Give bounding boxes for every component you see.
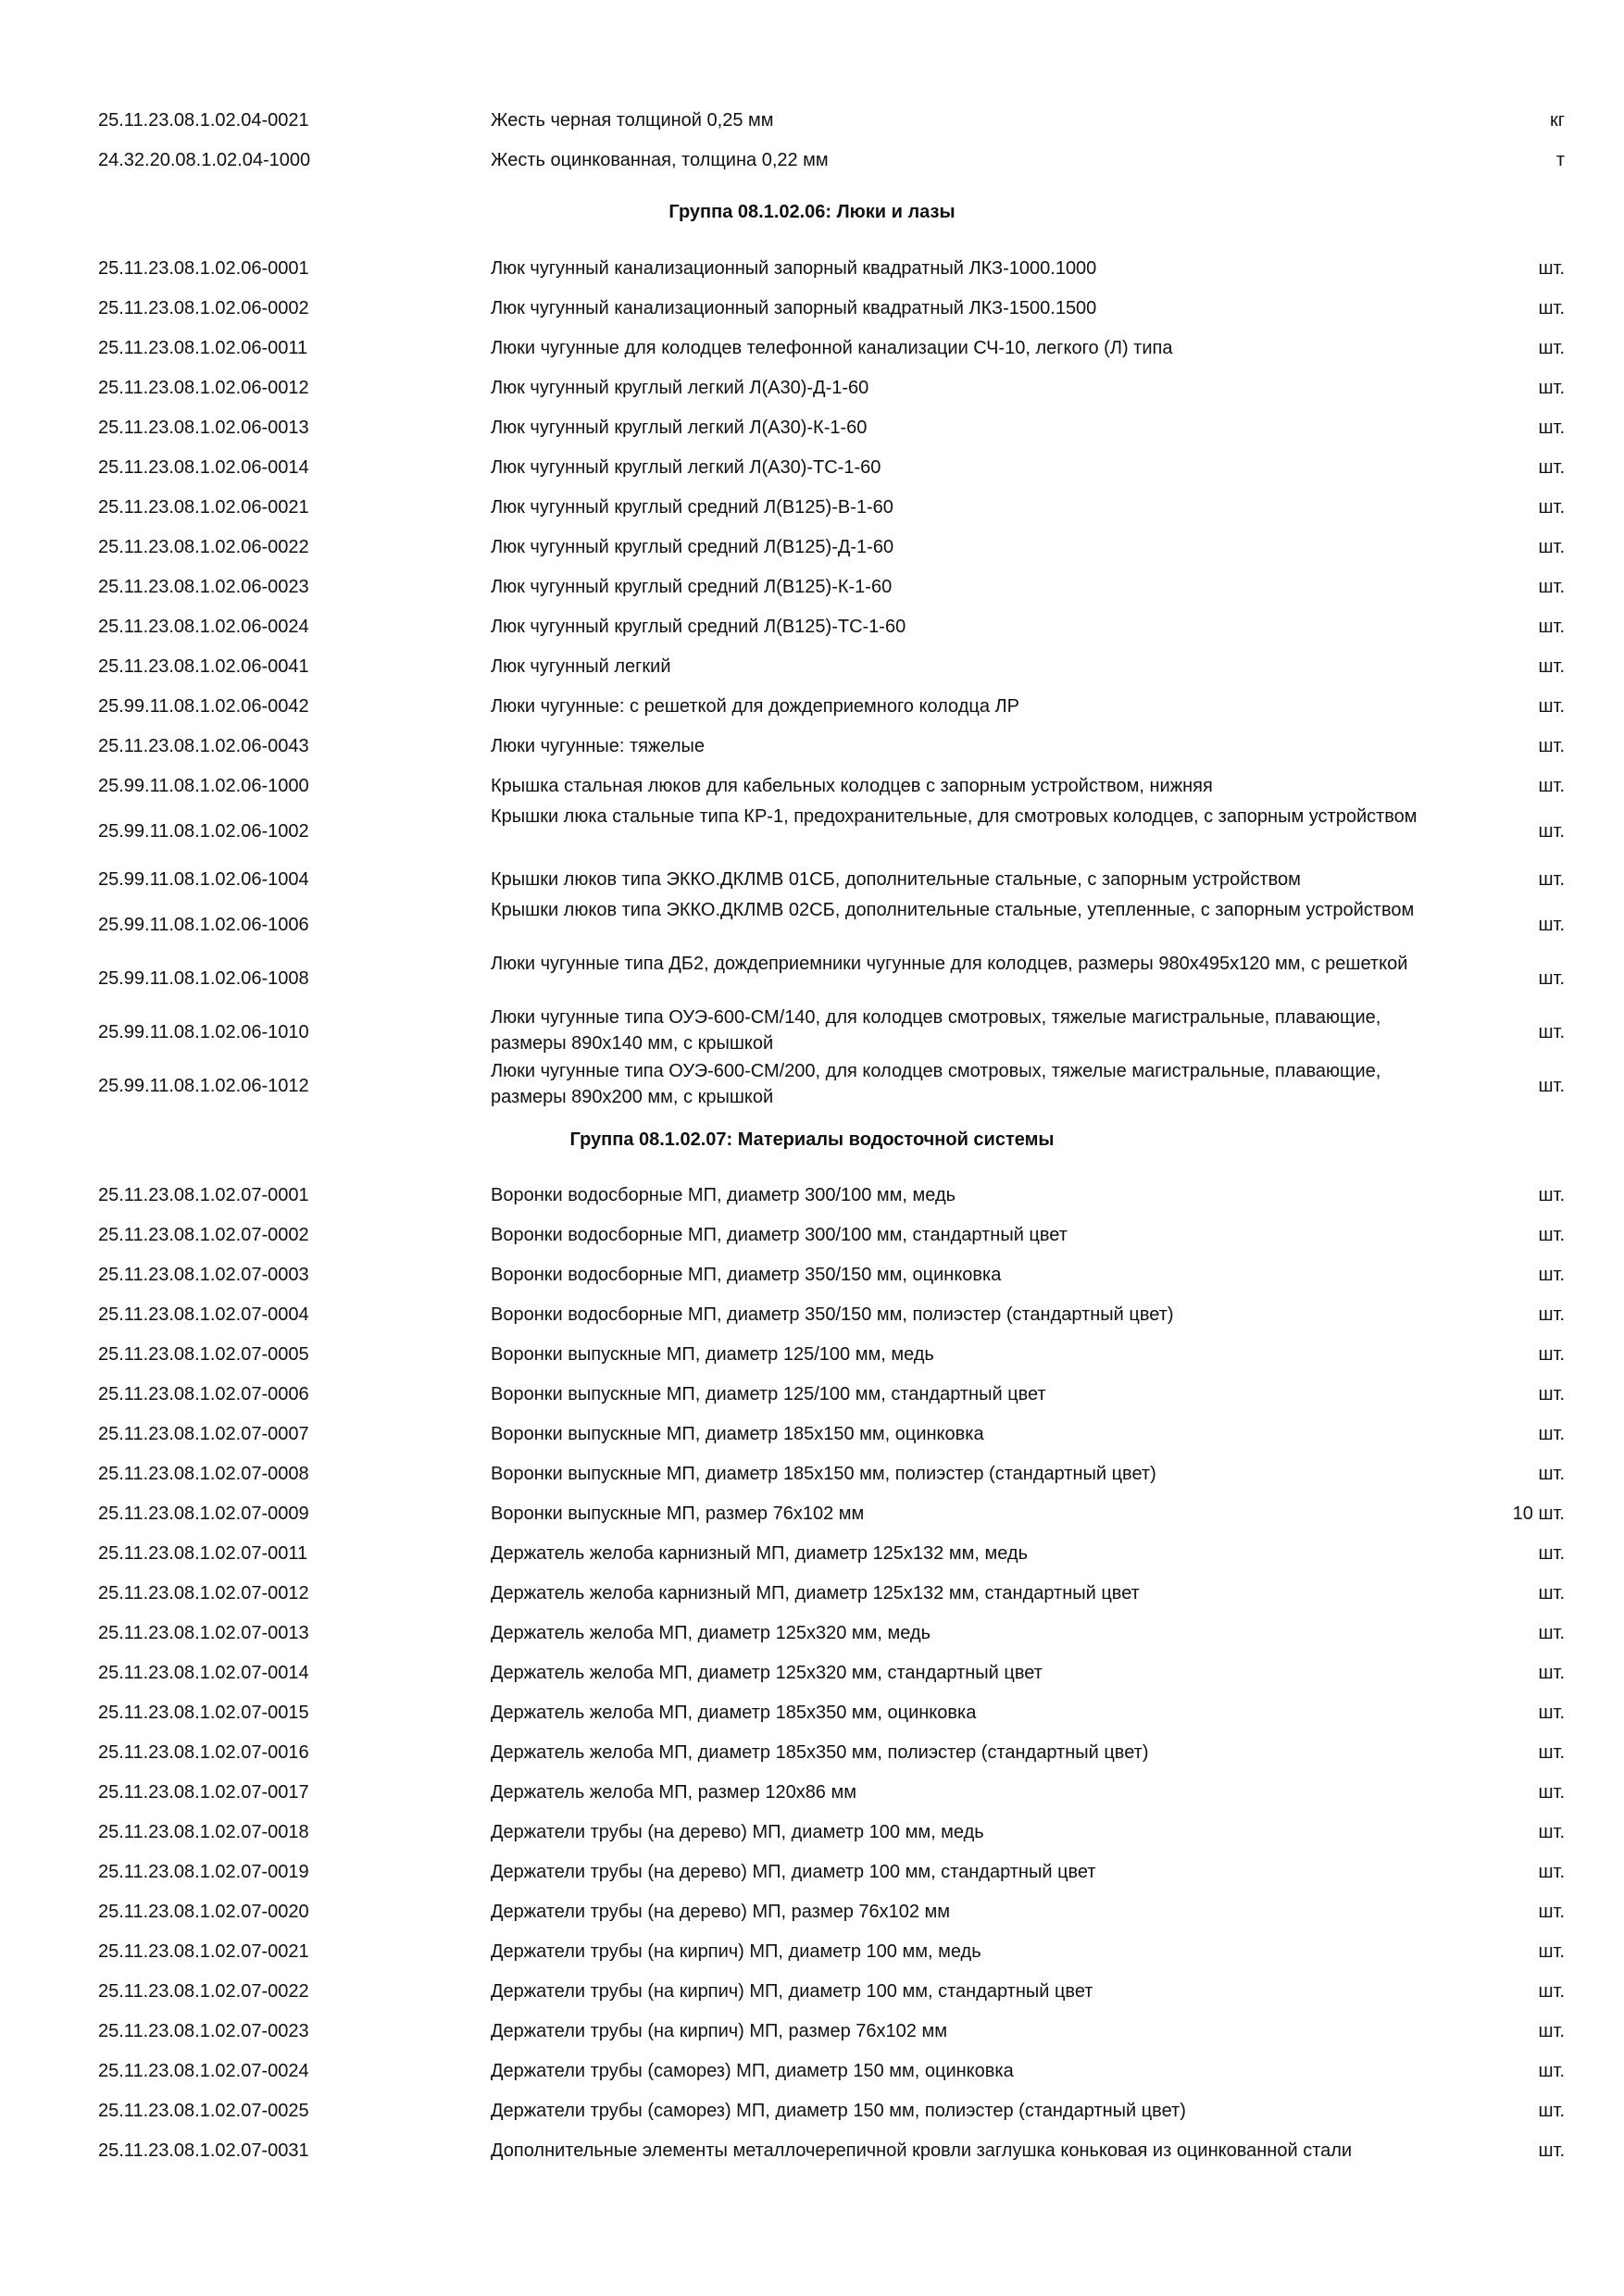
row-name: Люки чугунные типа ОУЭ-600-СМ/140, для колодцев смотровых, тяжелые магистральные, плавающие, размеры 890х140 мм, с крышкой <box>491 1007 1381 1054</box>
row-code: 25.11.23.08.1.02.07-0015 <box>98 1703 309 1723</box>
row-code: 25.99.11.08.1.02.06-1012 <box>98 1076 309 1096</box>
table-row <box>0 951 1624 1004</box>
row-code: 25.11.23.08.1.02.07-0016 <box>98 1742 309 1763</box>
table-row <box>0 1416 1624 1453</box>
table-row <box>0 1575 1624 1612</box>
row-name: Люки чугунные типа ОУЭ-600-СМ/200, для колодцев смотровых, тяжелые магистральные, плавающие, размеры 890х200 мм, с крышкой <box>491 1061 1381 1107</box>
row-code: 25.11.23.08.1.02.07-0022 <box>98 1981 309 2002</box>
row-name: Воронки водосборные МП, диаметр 350/150 мм, оцинковка <box>491 1265 1002 1285</box>
row-unit: шт. <box>1538 338 1565 358</box>
row-name: Держатель желоба МП, размер 120х86 мм <box>491 1782 856 1803</box>
row-code: 25.11.23.08.1.02.07-0031 <box>98 2140 309 2161</box>
row-name: Крышки люков типа ЭККО.ДКЛМВ 02СБ, дополнительные стальные, утепленные, с запорным устройством <box>491 900 1415 920</box>
row-code: 25.11.23.08.1.02.07-0005 <box>98 1344 309 1365</box>
row-code: 25.11.23.08.1.02.06-0021 <box>98 497 309 518</box>
row-code: 25.11.23.08.1.02.07-0014 <box>98 1663 309 1683</box>
table-row <box>0 2053 1624 2090</box>
row-name: Люк чугунный круглый средний Л(В125)-Д-1-60 <box>491 537 894 557</box>
row-code: 25.99.11.08.1.02.06-1004 <box>98 869 309 890</box>
table-row <box>0 1217 1624 1254</box>
row-name: Люк чугунный круглый средний Л(В125)-К-1-60 <box>491 577 893 597</box>
row-name: Люки чугунные для колодцев телефонной канализации СЧ-10, легкого (Л) типа <box>491 338 1173 358</box>
row-code: 25.11.23.08.1.02.07-0018 <box>98 1822 309 1842</box>
row-code: 25.11.23.08.1.02.06-0002 <box>98 298 309 318</box>
row-code: 25.11.23.08.1.02.06-0024 <box>98 617 309 637</box>
row-code: 24.32.20.08.1.02.04-1000 <box>98 150 311 170</box>
table-row <box>0 290 1624 327</box>
row-unit: шт. <box>1538 1344 1565 1365</box>
row-code: 25.11.23.08.1.02.07-0002 <box>98 1225 309 1245</box>
table-row <box>0 330 1624 367</box>
row-name: Держатели трубы (на дерево) МП, диаметр 100 мм, медь <box>491 1822 984 1842</box>
row-name: Люк чугунный круглый средний Л(В125)-В-1-60 <box>491 497 893 518</box>
row-unit: шт. <box>1538 869 1565 890</box>
row-name: Держатели трубы (на кирпич) МП, диаметр 100 мм, стандартный цвет <box>491 1981 1093 2002</box>
table-row <box>0 1495 1624 1532</box>
table-row <box>0 1296 1624 1333</box>
table-row <box>0 2092 1624 2129</box>
table-row <box>0 449 1624 486</box>
row-unit: шт. <box>1538 1424 1565 1444</box>
row-code: 25.11.23.08.1.02.07-0008 <box>98 1464 309 1484</box>
row-unit: 10 шт. <box>1512 1504 1565 1524</box>
table-row <box>0 489 1624 526</box>
row-unit: шт. <box>1538 1384 1565 1404</box>
row-code: 25.11.23.08.1.02.07-0017 <box>98 1782 309 1803</box>
row-name: Люк чугунный круглый легкий Л(А30)-К-1-60 <box>491 418 868 438</box>
row-name: Воронки водосборные МП, диаметр 350/150 мм, полиэстер (стандартный цвет) <box>491 1304 1174 1325</box>
row-unit: шт. <box>1538 1742 1565 1763</box>
table-row <box>0 1893 1624 1930</box>
row-name: Держатели трубы (на дерево) МП, диаметр 100 мм, стандартный цвет <box>491 1862 1096 1882</box>
row-name: Воронки водосборные МП, диаметр 300/100 мм, стандартный цвет <box>491 1225 1068 1245</box>
row-unit: шт. <box>1538 497 1565 518</box>
row-name: Держатель желоба МП, диаметр 125х320 мм, стандартный цвет <box>491 1663 1043 1683</box>
row-code: 25.11.23.08.1.02.06-0023 <box>98 577 309 597</box>
group-heading: Группа 08.1.02.07: Материалы водосточной системы <box>569 1129 1055 1150</box>
row-unit: шт. <box>1538 537 1565 557</box>
row-unit: шт. <box>1538 1076 1565 1096</box>
table-row <box>0 250 1624 287</box>
table-row <box>0 1455 1624 1492</box>
row-unit: шт. <box>1538 1464 1565 1484</box>
table-row <box>0 1058 1624 1112</box>
row-unit: шт. <box>1538 656 1565 677</box>
row-name: Держатель желоба МП, диаметр 185х350 мм, оцинковка <box>491 1703 977 1723</box>
table-row <box>0 804 1624 857</box>
table-row <box>0 1376 1624 1413</box>
row-unit: кг <box>1549 110 1565 131</box>
row-code: 25.11.23.08.1.02.06-0001 <box>98 258 309 279</box>
row-code: 25.11.23.08.1.02.06-0011 <box>98 338 308 358</box>
row-name: Держатель желоба карнизный МП, диаметр 125х132 мм, медь <box>491 1543 1028 1564</box>
table-row <box>0 409 1624 446</box>
row-unit: шт. <box>1538 821 1565 842</box>
table-row <box>0 142 1624 179</box>
row-unit: шт. <box>1538 1822 1565 1842</box>
table-row <box>0 1336 1624 1373</box>
table-row <box>0 861 1624 898</box>
row-code: 25.11.23.08.1.02.06-0022 <box>98 537 309 557</box>
table-row <box>0 648 1624 685</box>
row-code: 25.11.23.08.1.02.07-0024 <box>98 2061 309 2081</box>
row-unit: шт. <box>1538 1185 1565 1205</box>
row-code: 25.99.11.08.1.02.06-1010 <box>98 1022 309 1042</box>
row-unit: шт. <box>1538 457 1565 478</box>
table-row <box>0 102 1624 139</box>
row-unit: шт. <box>1538 776 1565 796</box>
row-unit: шт. <box>1538 1543 1565 1564</box>
row-unit: т <box>1555 150 1565 170</box>
row-name: Держатель желоба карнизный МП, диаметр 125х132 мм, стандартный цвет <box>491 1583 1140 1603</box>
row-unit: шт. <box>1538 696 1565 717</box>
row-code: 25.99.11.08.1.02.06-0042 <box>98 696 309 717</box>
row-code: 25.11.23.08.1.02.06-0012 <box>98 378 309 398</box>
row-code: 25.11.23.08.1.02.07-0021 <box>98 1941 309 1962</box>
row-code: 25.11.23.08.1.02.06-0014 <box>98 457 309 478</box>
row-code: 25.11.23.08.1.02.07-0003 <box>98 1265 309 1285</box>
row-code: 25.11.23.08.1.02.07-0012 <box>98 1583 309 1603</box>
row-unit: шт. <box>1538 577 1565 597</box>
row-code: 25.11.23.08.1.02.07-0020 <box>98 1902 309 1922</box>
row-name: Воронки водосборные МП, диаметр 300/100 мм, медь <box>491 1185 956 1205</box>
table-row <box>0 1654 1624 1691</box>
row-name: Воронки выпускные МП, диаметр 125/100 мм, медь <box>491 1344 934 1365</box>
row-unit: шт. <box>1538 2061 1565 2081</box>
row-name: Воронки выпускные МП, диаметр 185х150 мм, полиэстер (стандартный цвет) <box>491 1464 1156 1484</box>
table-row <box>0 767 1624 805</box>
row-unit: шт. <box>1538 1902 1565 1922</box>
row-unit: шт. <box>1538 968 1565 989</box>
row-unit: шт. <box>1538 915 1565 935</box>
row-unit: шт. <box>1538 2101 1565 2121</box>
table-row <box>0 728 1624 765</box>
row-unit: шт. <box>1538 258 1565 279</box>
row-name: Люк чугунный круглый легкий Л(А30)-Д-1-60 <box>491 378 869 398</box>
row-name: Люк чугунный круглый легкий Л(А30)-ТС-1-60 <box>491 457 881 478</box>
table-row <box>0 897 1624 951</box>
table-row <box>0 2132 1624 2169</box>
row-code: 25.11.23.08.1.02.06-0013 <box>98 418 309 438</box>
row-name: Воронки выпускные МП, размер 76х102 мм <box>491 1504 865 1524</box>
row-name: Держатели трубы (саморез) МП, диаметр 150 мм, оцинковка <box>491 2061 1014 2081</box>
row-code: 25.11.23.08.1.02.06-0041 <box>98 656 309 677</box>
row-unit: шт. <box>1538 1225 1565 1245</box>
table-row <box>0 529 1624 566</box>
row-unit: шт. <box>1538 1623 1565 1643</box>
row-name: Жесть оцинкованная, толщина 0,22 мм <box>491 150 829 170</box>
row-code: 25.99.11.08.1.02.06-1000 <box>98 776 309 796</box>
row-code: 25.11.23.08.1.02.07-0006 <box>98 1384 309 1404</box>
row-name: Крышки люков типа ЭККО.ДКЛМВ 01СБ, дополнительные стальные, с запорным устройством <box>491 869 1301 890</box>
table-row <box>0 1615 1624 1652</box>
row-code: 25.11.23.08.1.02.07-0019 <box>98 1862 309 1882</box>
table-row <box>0 1694 1624 1731</box>
row-code: 25.11.23.08.1.02.07-0011 <box>98 1543 308 1564</box>
table-row <box>0 369 1624 406</box>
row-name: Дополнительные элементы металлочерепичной кровли заглушка коньковая из оцинкованной стали <box>491 2140 1353 2161</box>
row-code: 25.99.11.08.1.02.06-1006 <box>98 915 309 935</box>
row-name: Держатель желоба МП, диаметр 125х320 мм, медь <box>491 1623 931 1643</box>
row-name: Воронки выпускные МП, диаметр 185х150 мм, оцинковка <box>491 1424 984 1444</box>
table-row <box>0 608 1624 645</box>
row-unit: шт. <box>1538 1583 1565 1603</box>
table-row <box>0 1256 1624 1293</box>
row-unit: шт. <box>1538 1265 1565 1285</box>
row-unit: шт. <box>1538 1304 1565 1325</box>
row-code: 25.99.11.08.1.02.06-1002 <box>98 821 309 842</box>
table-row <box>0 1177 1624 1214</box>
row-unit: шт. <box>1538 1862 1565 1882</box>
row-code: 25.11.23.08.1.02.07-0025 <box>98 2101 309 2121</box>
row-unit: шт. <box>1538 1941 1565 1962</box>
row-unit: шт. <box>1538 298 1565 318</box>
row-code: 25.11.23.08.1.02.07-0007 <box>98 1424 309 1444</box>
row-name: Люк чугунный круглый средний Л(В125)-ТС-1-60 <box>491 617 906 637</box>
row-name: Люки чугунные: с решеткой для дождеприемного колодца ЛР <box>491 696 1019 717</box>
row-code: 25.11.23.08.1.02.07-0023 <box>98 2021 309 2041</box>
row-name: Держатели трубы (на кирпич) МП, размер 76х102 мм <box>491 2021 947 2041</box>
table-row <box>0 568 1624 605</box>
row-name: Крышка стальная люков для кабельных колодцев с запорным устройством, нижняя <box>491 776 1213 796</box>
row-code: 25.11.23.08.1.02.07-0001 <box>98 1185 309 1205</box>
row-unit: шт. <box>1538 1703 1565 1723</box>
row-name: Жесть черная толщиной 0,25 мм <box>491 110 774 131</box>
row-name: Воронки выпускные МП, диаметр 125/100 мм, стандартный цвет <box>491 1384 1046 1404</box>
row-unit: шт. <box>1538 1022 1565 1042</box>
group-heading: Группа 08.1.02.06: Люки и лазы <box>668 202 956 222</box>
table-row <box>0 2013 1624 2050</box>
row-unit: шт. <box>1538 418 1565 438</box>
table-row <box>0 1814 1624 1851</box>
row-name: Люк чугунный легкий <box>491 656 671 677</box>
row-unit: шт. <box>1538 1782 1565 1803</box>
row-name: Люки чугунные: тяжелые <box>491 736 706 756</box>
row-code: 25.11.23.08.1.02.07-0013 <box>98 1623 309 1643</box>
row-name: Держатель желоба МП, диаметр 185х350 мм, полиэстер (стандартный цвет) <box>491 1742 1149 1763</box>
row-unit: шт. <box>1538 2140 1565 2161</box>
row-name: Люк чугунный канализационный запорный квадратный ЛКЗ-1000.1000 <box>491 258 1097 279</box>
row-unit: шт. <box>1538 2021 1565 2041</box>
row-code: 25.11.23.08.1.02.07-0009 <box>98 1504 309 1524</box>
table-row <box>0 1774 1624 1811</box>
row-code: 25.11.23.08.1.02.07-0004 <box>98 1304 309 1325</box>
row-unit: шт. <box>1538 378 1565 398</box>
row-unit: шт. <box>1538 736 1565 756</box>
row-code: 25.11.23.08.1.02.04-0021 <box>98 110 309 131</box>
row-unit: шт. <box>1538 617 1565 637</box>
row-unit: шт. <box>1538 1981 1565 2002</box>
row-name: Держатели трубы (саморез) МП, диаметр 150 мм, полиэстер (стандартный цвет) <box>491 2101 1186 2121</box>
row-code: 25.11.23.08.1.02.06-0043 <box>98 736 309 756</box>
row-name: Держатели трубы (на дерево) МП, размер 76х102 мм <box>491 1902 951 1922</box>
table-row <box>0 1535 1624 1572</box>
table-row <box>0 1853 1624 1890</box>
row-name: Крышки люка стальные типа КР-1, предохранительные, для смотровых колодцев, с запорным устройством <box>491 806 1418 827</box>
row-name: Держатели трубы (на кирпич) МП, диаметр 100 мм, медь <box>491 1941 981 1962</box>
table-row <box>0 688 1624 725</box>
table-row <box>0 1734 1624 1771</box>
row-name: Люки чугунные типа ДБ2, дождеприемники чугунные для колодцев, размеры 980х495х120 мм, с решеткой <box>491 954 1408 974</box>
table-row <box>0 1933 1624 1970</box>
row-code: 25.99.11.08.1.02.06-1008 <box>98 968 309 989</box>
table-row <box>0 1973 1624 2010</box>
table-row <box>0 1004 1624 1058</box>
row-unit: шт. <box>1538 1663 1565 1683</box>
row-name: Люк чугунный канализационный запорный квадратный ЛКЗ-1500.1500 <box>491 298 1097 318</box>
